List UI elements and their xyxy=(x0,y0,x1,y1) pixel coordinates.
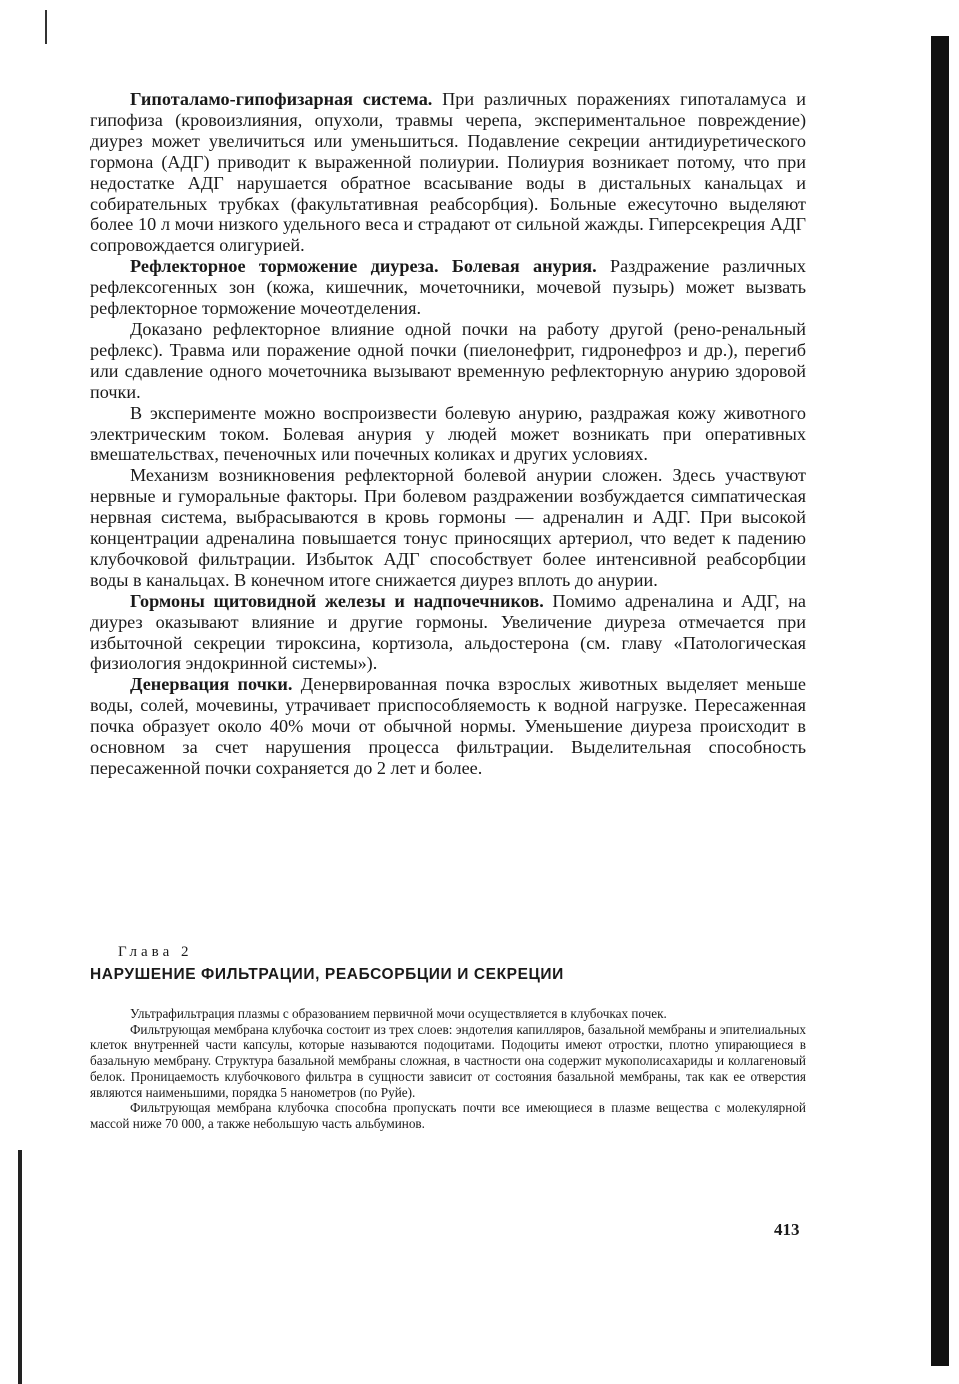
paragraph-lead: Денервация почки. xyxy=(130,674,293,695)
small-paragraph: Фильтрующая мембрана клубочка состоит из трех слоев: эндотелия капилляров, базальной мембраны и эпителиальных клеток внутренней части капсулы, которые называются подоцитами. Подоциты имеют отростки, плотно упирающиеся в базальную мембрану. Структура базальной мембраны сложная, в частности она содержит мукополисахариды и коллагеновый белок. Проницаемость клубочкового фильтра в сущности зависит от состояния базальной мембраны, так как ее отверстия являются наименьшими, порядка 5 нанометров (по Руйе). xyxy=(90,1021,806,1100)
main-text xyxy=(90,89,806,779)
paragraph-body: Помимо адреналина и АДГ, на диурез оказывают влияние и другие гормоны. Увеличение диуреза отмечается при избыточной секреции тироксина, кортизола, альдостерона (см. главу «Патологическая физиология эндокринной системы»). xyxy=(90,590,806,674)
paragraph-lead: Рефлекторное торможение диуреза. Болевая анурия. xyxy=(130,256,597,277)
paragraph-hypothalamic xyxy=(90,89,806,256)
paragraph-body: Доказано рефлекторное влияние одной почки на работу другой (рено-ренальный рефлекс). Травма или поражение одной почки (пиелонефрит, гидронефроз и др.), перегиб или сдавление одного мочеточника вызывают временную рефлекторную анурию здоровой почки. xyxy=(90,318,806,402)
paragraph-mechanism xyxy=(90,465,806,590)
paragraph-body: Денервированная почка взрослых животных выделяет меньше воды, солей, мочевины, утрачивает приспособляемость к водной нагрузке. Пересаженная почка образует около 40% мочи от обычной нормы. Уменьшение диуреза происходит в основном за счет нарушения процесса фильтрации. Выделительная способность пересаженной почки сохраняется до 2 лет и более. xyxy=(90,674,806,778)
chapter-label: Глава 2 xyxy=(118,944,193,960)
paragraph-denervation xyxy=(90,674,806,779)
paragraph-body: Механизм возникновения рефлекторной болевой анурии сложен. Здесь участвуют нервные и гуморальные факторы. При болевом раздражении возбуждается симпатическая нервная система, выбрасываются в кровь гормоны — адреналин и АДГ. При высокой концентрации адреналина повышается тонус приносящих артериол, что ведет к падению клубочковой фильтрации. Избыток АДГ способствует более интенсивной реабсорбции воды в канальцах. В конечном итоге снижается диурез вплоть до анурии. xyxy=(90,465,806,590)
scan-edge-right xyxy=(931,36,949,1366)
small-paragraph: Ультрафильтрация плазмы с образованием первичной мочи осуществляется в клубочках почек. xyxy=(130,1006,667,1021)
paragraph-reno-renal xyxy=(90,319,806,403)
chapter-title: НАРУШЕНИЕ ФИЛЬТРАЦИИ, РЕАБСОРБЦИИ И СЕКРЕЦИИ xyxy=(90,966,564,983)
paragraph-body: Раздражение различных рефлексогенных зон (кожа, кишечник, мочеточники, мочевой пузырь) может вызвать рефлекторное торможение мочеотделения. xyxy=(90,256,806,319)
scan-edge-mark xyxy=(45,10,47,44)
paragraph-body: В эксперименте можно воспроизвести болевую анурию, раздражая кожу животного электрическим током. Болевая анурия у людей может возникать при оперативных вмешательствах, печеночных или почечных коликах и других условиях. xyxy=(90,402,806,465)
paragraph-lead: Гормоны щитовидной железы и надпочечников. xyxy=(130,590,544,611)
scan-edge-left xyxy=(18,1150,22,1384)
paragraph-experiment xyxy=(90,403,806,466)
paragraph-reflex-inhibition xyxy=(90,256,806,319)
chapter-intro-text xyxy=(90,1006,806,1132)
page-number: 413 xyxy=(774,1220,800,1239)
paragraph-hormones xyxy=(90,591,806,675)
paragraph-lead: Гипоталамо-гипофизарная система. xyxy=(130,89,433,109)
small-paragraph: Фильтрующая мембрана клубочка способна пропускать почти все имеющиеся в плазме вещества с молекулярной массой ниже 70 000, а также небольшую часть альбуминов. xyxy=(90,1100,806,1131)
paragraph-body: При различных поражениях гипоталамуса и гипофиза (кровоизлияния, опухоли, травмы черепа, экспериментальное повреждение) диурез может увеличиться или уменьшиться. Подавление секреции антидиуретического гормона (АДГ) приводит к выраженной полиурии. Полиурия возникает потому, что при недостатке АДГ нарушается обратное всасывание воды в дистальных канальцах и собирательных трубках (факультативная реабсорбция). Больные ежесуточно выделяют более 10 л мочи низкого удельного веса и страдают от сильной жажды. Гиперсекреция АДГ сопровождается олигурией. xyxy=(90,89,806,256)
